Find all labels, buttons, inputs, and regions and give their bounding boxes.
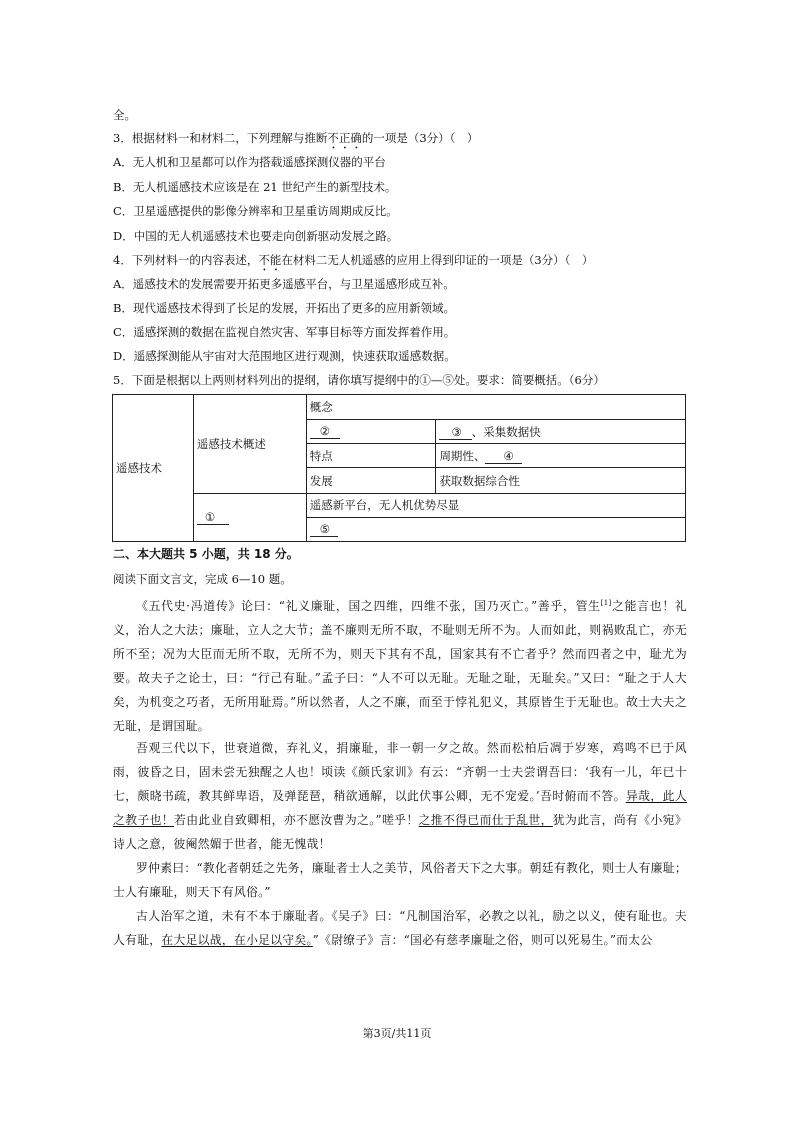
emphasis-cannot: 不能 xyxy=(258,253,282,267)
outline-periodic: 周期性、 ④ xyxy=(436,444,686,468)
q4-option-c: C．遥感探测的数据在监视自然灾害、军事目标等方面发挥着作用。 xyxy=(113,325,456,339)
emphasis-not-correct: 不正确 xyxy=(327,131,362,145)
outline-blank-5: ⑤ xyxy=(306,517,685,541)
underlined-sentence-2: 之推不得已而仕于乱世， xyxy=(418,813,553,828)
outline-table xyxy=(112,394,686,542)
passage-paragraph-3: 罗仲素曰：“教化者朝廷之先务，廉耻者士人之美节，风俗者天下之大事。朝廷有教化，则士人有廉耻；士人有廉耻，则天下有风俗。” xyxy=(113,861,687,900)
footnote-marker: [1] xyxy=(600,599,612,607)
passage-paragraph-1: 《五代史·冯道传》论曰：“礼义廉耻，国之四维，四维不张，国乃灭亡。”善乎，管生[1]之能言也！礼义，治人之大法；廉耻，立人之大节；盖不廉则无所不取，不耻则无所不为。人而如此，则祸败乱亡，亦无所不至；况为大臣而无所不取，无所不为，则天下其有不乱，国家其有不亡者乎？然而四者之中，耻尤为要。故夫子之论士，曰：“行己有耻。”孟子曰：“人不可以无耻。无耻之耻，无耻矣。”又曰：“耻之于人大矣，为机变之巧者，无所用耻焉。”所以然者，人之不廉，而至于悖礼犯义，其原皆生于无耻也。故士大夫之无耻，是谓国耻。 xyxy=(113,598,687,734)
q4-option-d: D．遥感探测能从宇宙对大范围地区进行观测，快速获取遥感数据。 xyxy=(113,349,456,363)
passage-paragraph-4: 古人治军之道，未有不本于廉耻者。《吴子》曰：“凡制国治军，必教之以礼，励之以义，使有耻也。夫人有耻，在大足以战，在小足以守矣。”《尉缭子》言：“国必有慈孝廉耻之俗，则可以死易生。”而太公 xyxy=(113,909,687,948)
q3-option-c: C．卫星遥感提供的影像分辨率和卫星重访周期成反比。 xyxy=(113,204,398,218)
q4-option-a: A．遥感技术的发展需要开拓更多遥感平台，与卫星遥感形成互补。 xyxy=(113,277,455,291)
q3-option-d: D．中国的无人机遥感技术也要走向创新驱动发展之路。 xyxy=(113,229,399,243)
question-4-stem: 4．下列材料一的内容表述，不能在材料二无人机遥感的应用上得到印证的一项是（3分）（ ） xyxy=(113,253,594,267)
q3-option-a: A．无人机和卫星都可以作为搭载遥感探测仪器的平台 xyxy=(113,155,386,169)
outline-develop-value: 获取数据综合性 xyxy=(436,468,686,493)
underlined-sentence-1: 异哉，此人之教子也！ xyxy=(113,789,687,828)
underlined-sentence-3: 在大足以战，在小足以守矣。 xyxy=(161,933,313,948)
outline-root: 遥感技术 xyxy=(113,395,194,542)
continued-text: 全。 xyxy=(113,108,136,122)
q3-option-b: B．无人机遥感技术应该是在 21 世纪产生的新型技术。 xyxy=(113,180,397,194)
outline-feature: 特点 xyxy=(306,444,436,468)
section-2-heading: 二、本大题共 5 小题，共 18 分。 xyxy=(113,547,299,561)
outline-speed: ③ 、采集数据快 xyxy=(436,420,686,444)
outline-concept: 概念 xyxy=(306,395,685,420)
section-2-intro: 阅读下面文言文，完成 6—10 题。 xyxy=(113,572,292,586)
outline-overview: 遥感技术概述 xyxy=(193,395,306,494)
page-footer: 第3页/共11页 xyxy=(362,1027,432,1040)
outline-develop: 发展 xyxy=(306,468,436,493)
question-3-stem: 3．根据材料一和材料二，下列理解与推断不正确的一项是（3分）（ ） xyxy=(113,131,479,145)
outline-drone-row: 遥感新平台，无人机优势尽显 xyxy=(306,493,685,517)
outline-blank-2: ② xyxy=(306,420,436,444)
q4-option-b: B．现代遥感技术得到了长足的发展，开拓出了更多的应用新领域。 xyxy=(113,301,455,315)
passage-paragraph-2: 吾观三代以下，世衰道微，弃礼义，捐廉耻，非一朝一夕之故。然而松柏后凋于岁寒，鸡鸣不已于风雨，彼昏之日，固未尝无独醒之人也！顷读《颜氏家训》有云：“齐朝一士夫尝谓吾曰：‘我有一儿，年已十七，颇晓书疏，教其鲜卑语，及弹琵琶，稍欲通解，以此伏事公卿，无不宠爱。’吾时俯而不答。异哉，此人之教子也！若由此业自致卿相，亦不愿汝曹为之。”嗟乎！之推不得已而仕于乱世，犹为此言，尚有《小宛》诗人之意，彼阉然媚于世者，能无愧哉！ xyxy=(113,741,687,852)
question-5-stem: 5．下面是根据以上两则材料列出的提纲，请你填写提纲中的①—⑤处。要求：简要概括。（6分） xyxy=(113,373,605,387)
outline-blank-1: ① xyxy=(193,493,306,541)
